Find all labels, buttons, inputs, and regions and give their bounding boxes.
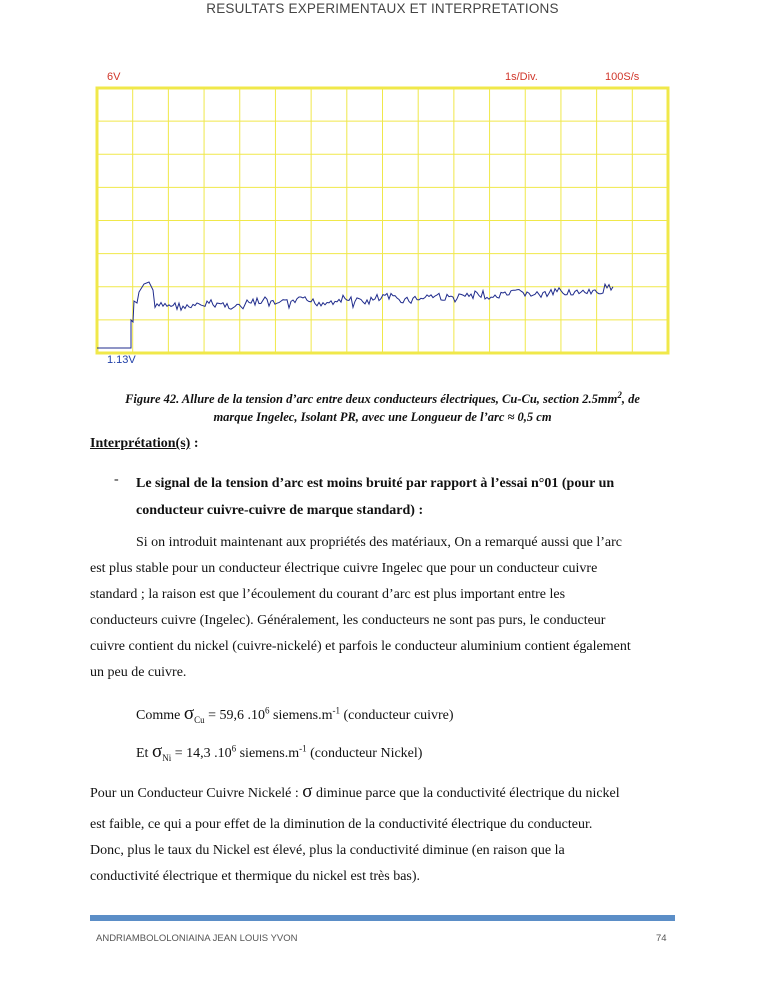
paragraph-text: Pour un Conducteur Cuivre Nickelé :	[90, 786, 303, 801]
paragraph-line: Si on introduit maintenant aux propriétés des matériaux, On a remarqué aussi que l’arc	[136, 535, 622, 550]
formula-nickel	[136, 741, 422, 763]
scope-plot	[91, 70, 678, 370]
scope-time-scale: 1s/Div.	[505, 71, 538, 83]
paragraph-line: cuivre contient du nickel (cuivre-nickelé) et parfois le conducteur aluminium contient également	[90, 639, 631, 654]
formula-subscript: Ni	[162, 752, 172, 763]
paragraph-line: un peu de cuivre.	[90, 665, 187, 680]
formula-unit-exponent: -1	[332, 705, 341, 716]
oscilloscope-figure	[91, 70, 678, 370]
formula-note: (conducteur cuivre)	[340, 708, 454, 723]
sigma-symbol: σ	[302, 781, 313, 802]
formula-text: Et	[136, 746, 152, 761]
paragraph-line: est faible, ce qui a pour effet de la diminution de la conductivité électrique du conducteur.	[90, 817, 593, 832]
scope-voltage-scale: 6V	[107, 71, 121, 83]
formula-exponent: 6	[231, 743, 237, 754]
paragraph-text: diminue parce que la conductivité électrique du nickel	[312, 786, 620, 801]
scope-offset-level: 1.13V	[107, 354, 136, 366]
caption-line1: Figure 42. Allure de la tension d’arc entre deux conducteurs électriques, Cu-Cu, section 2.5mm	[125, 392, 618, 407]
formula-subscript: Cu	[194, 714, 205, 725]
paragraph-line	[90, 778, 675, 808]
bullet-marker: -	[114, 472, 119, 487]
bullet-text: Le signal de la tension d’arc est moins bruité par rapport à l’essai n°01 (pour un conducteur cuivre-cuivre de marque standard) :	[136, 476, 615, 518]
paragraph-line: conductivité électrique et thermique du nickel est très bas).	[90, 869, 421, 884]
scope-trace	[97, 282, 613, 348]
caption-sup: 2	[617, 390, 622, 400]
sigma-symbol: σ	[151, 741, 163, 762]
formula-value: = 14,3 .10	[171, 746, 232, 761]
paragraph-line: standard ; la raison est que l’écoulement du courant d’arc est plus important entre les	[90, 587, 566, 602]
section-heading	[90, 436, 198, 452]
footer-author: ANDRIAMBOLOLONIAINA JEAN LOUIS YVON	[96, 933, 298, 944]
caption-line1-end: , de	[621, 392, 640, 407]
caption-line2: marque Ingelec, Isolant PR, avec une Longueur de l’arc ≈ 0,5 cm	[213, 410, 552, 425]
formula-unit: siemens.m	[269, 708, 333, 723]
running-header: RESULTATS EXPERIMENTAUX ET INTERPRETATIONS	[206, 1, 559, 16]
scope-sample-rate: 100S/s	[605, 71, 640, 83]
formula-value: = 59,6 .10	[204, 708, 266, 723]
formula-note: (conducteur Nickel)	[306, 746, 423, 761]
formula-exponent: 6	[265, 705, 270, 716]
formula-unit: siemens.m	[236, 746, 300, 761]
paragraph-line: est plus stable pour un conducteur électrique cuivre Ingelec que pour un conducteur cuivre	[90, 561, 598, 576]
section-heading-colon: :	[190, 436, 199, 451]
paragraph-2	[90, 778, 675, 890]
paragraph-1	[90, 530, 675, 686]
formula-unit-exponent: -1	[299, 743, 307, 754]
paragraph-line: conducteurs cuivre (Ingelec). Généralement, les conducteurs ne sont pas purs, le conducteur	[90, 613, 606, 628]
footer-page-number: 74	[656, 933, 667, 944]
section-heading-label: Interprétation(s)	[90, 436, 191, 451]
paragraph-line: Donc, plus le taux du Nickel est élevé, plus la conductivité diminue (en raison que la	[90, 843, 565, 858]
scope-grid	[97, 88, 668, 353]
sigma-symbol: σ	[183, 703, 195, 724]
formula-text: Comme	[136, 708, 184, 723]
figure-caption	[90, 386, 675, 426]
formula-copper	[136, 703, 454, 725]
footer-rule	[90, 915, 675, 921]
